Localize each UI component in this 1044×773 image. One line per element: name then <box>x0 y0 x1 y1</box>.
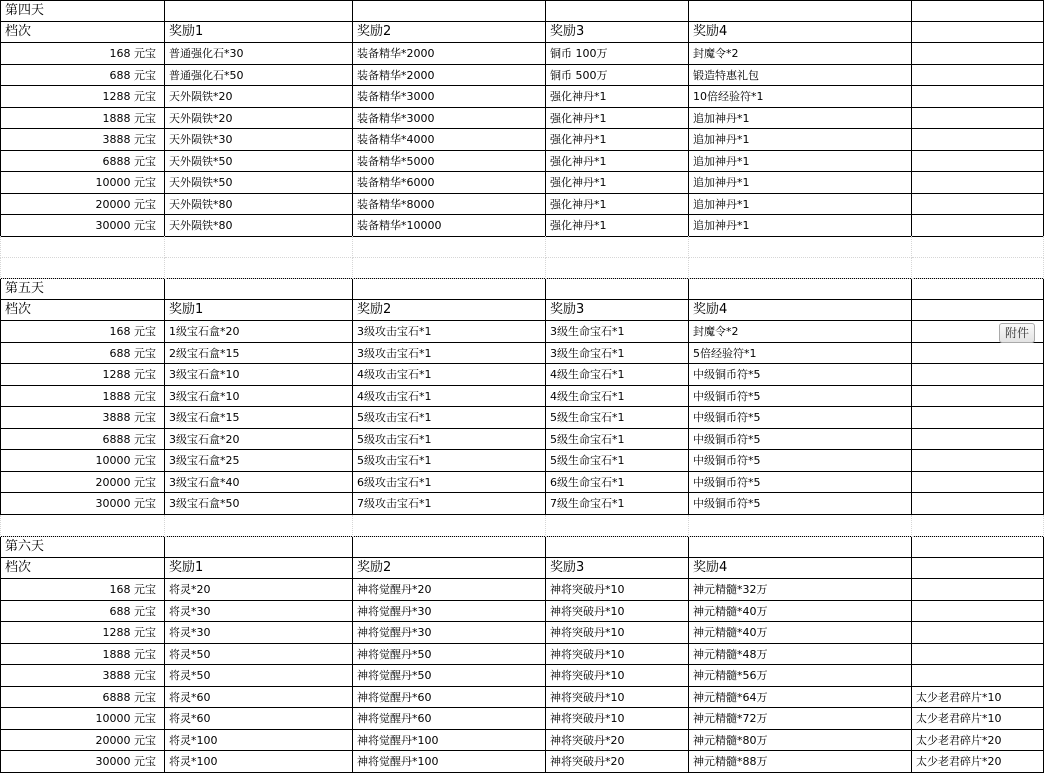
reward-cell[interactable]: 神将觉醒丹*50 <box>353 665 546 687</box>
grid-cell[interactable] <box>689 278 912 300</box>
reward-cell[interactable]: 天外陨铁*80 <box>165 215 353 237</box>
reward-cell[interactable]: 4级生命宝石*1 <box>546 364 689 386</box>
reward-cell[interactable]: 普通强化石*30 <box>165 43 353 65</box>
reward-cell[interactable]: 7级攻击宝石*1 <box>353 493 546 515</box>
reward-cell[interactable] <box>912 129 1044 151</box>
reward-cell[interactable]: 装备精华*4000 <box>353 129 546 151</box>
tier-cell[interactable]: 3888 元宝 <box>0 129 165 151</box>
tier-cell[interactable]: 1888 元宝 <box>0 386 165 408</box>
tier-cell[interactable]: 30000 元宝 <box>0 751 165 773</box>
reward-cell[interactable]: 强化神丹*1 <box>546 172 689 194</box>
tier-cell[interactable]: 168 元宝 <box>0 43 165 65</box>
reward-cell[interactable]: 5倍经验符*1 <box>689 343 912 365</box>
reward-cell[interactable] <box>912 65 1044 87</box>
reward-cell[interactable]: 神将突破丹*10 <box>546 644 689 666</box>
header-reward-3[interactable]: 奖励3 <box>546 558 689 580</box>
tier-cell[interactable]: 168 元宝 <box>0 579 165 601</box>
grid-cell[interactable] <box>165 536 353 558</box>
reward-cell[interactable]: 神元精髓*72万 <box>689 708 912 730</box>
grid-cell[interactable] <box>912 536 1044 558</box>
header-reward-1[interactable]: 奖励1 <box>165 558 353 580</box>
table-row <box>0 194 1044 216</box>
reward-cell[interactable]: 装备精华*10000 <box>353 215 546 237</box>
reward-cell[interactable]: 神元精髓*48万 <box>689 644 912 666</box>
reward-cell[interactable] <box>912 215 1044 237</box>
reward-cell[interactable]: 锻造特惠礼包 <box>689 65 912 87</box>
reward-cell[interactable]: 太少老君碎片*20 <box>912 751 1044 773</box>
tier-cell[interactable]: 1288 元宝 <box>0 622 165 644</box>
table-row <box>0 215 1044 237</box>
grid-cell[interactable] <box>165 0 353 22</box>
reward-cell[interactable]: 天外陨铁*50 <box>165 172 353 194</box>
tier-cell[interactable]: 688 元宝 <box>0 65 165 87</box>
tier-cell[interactable]: 30000 元宝 <box>0 215 165 237</box>
reward-cell[interactable] <box>912 151 1044 173</box>
empty-cell[interactable] <box>353 515 546 537</box>
reward-cell[interactable]: 追加神丹*1 <box>689 215 912 237</box>
reward-cell[interactable]: 中级铜币符*5 <box>689 493 912 515</box>
reward-cell[interactable] <box>912 579 1044 601</box>
tier-cell[interactable]: 1288 元宝 <box>0 364 165 386</box>
reward-cell[interactable]: 将灵*30 <box>165 622 353 644</box>
tier-cell[interactable]: 6888 元宝 <box>0 151 165 173</box>
header-row <box>0 22 1044 44</box>
empty-cell[interactable] <box>912 515 1044 537</box>
reward-cell[interactable]: 铜币 100万 <box>546 43 689 65</box>
header-reward-3[interactable]: 奖励3 <box>546 22 689 44</box>
reward-cell[interactable]: 神将突破丹*10 <box>546 665 689 687</box>
reward-cell[interactable]: 5级生命宝石*1 <box>546 450 689 472</box>
reward-cell[interactable]: 3级宝石盒*15 <box>165 407 353 429</box>
reward-cell[interactable] <box>912 194 1044 216</box>
reward-cell[interactable]: 天外陨铁*50 <box>165 151 353 173</box>
header-tier[interactable]: 档次 <box>0 300 165 322</box>
reward-cell[interactable]: 3级宝石盒*10 <box>165 386 353 408</box>
tier-cell[interactable]: 1888 元宝 <box>0 108 165 130</box>
header-tier[interactable]: 档次 <box>0 22 165 44</box>
section-title-row <box>0 0 1044 22</box>
empty-row <box>0 236 1044 258</box>
reward-cell[interactable] <box>912 43 1044 65</box>
reward-cell[interactable]: 4级攻击宝石*1 <box>353 364 546 386</box>
reward-cell[interactable] <box>912 343 1044 365</box>
table-row <box>0 472 1044 494</box>
reward-cell[interactable] <box>912 450 1044 472</box>
table-row <box>0 364 1044 386</box>
reward-cell[interactable]: 强化神丹*1 <box>546 194 689 216</box>
reward-cell[interactable]: 将灵*100 <box>165 730 353 752</box>
reward-cell[interactable] <box>912 364 1044 386</box>
reward-cell[interactable]: 5级攻击宝石*1 <box>353 407 546 429</box>
tier-cell[interactable]: 30000 元宝 <box>0 493 165 515</box>
header-reward-4[interactable]: 奖励4 <box>689 22 912 44</box>
table-row <box>0 601 1044 623</box>
table-row <box>0 730 1044 752</box>
reward-cell[interactable]: 神将突破丹*20 <box>546 730 689 752</box>
reward-cell[interactable]: 中级铜币符*5 <box>689 450 912 472</box>
reward-cell[interactable]: 中级铜币符*5 <box>689 407 912 429</box>
empty-cell[interactable] <box>912 257 1044 279</box>
section-title-row <box>0 278 1044 300</box>
table-row <box>0 493 1044 515</box>
header-row <box>0 558 1044 580</box>
empty-cell[interactable] <box>165 257 353 279</box>
reward-cell[interactable]: 3级宝石盒*25 <box>165 450 353 472</box>
empty-cell[interactable] <box>165 236 353 258</box>
reward-cell[interactable]: 神元精髓*64万 <box>689 687 912 709</box>
reward-cell[interactable] <box>912 86 1044 108</box>
reward-cell[interactable]: 铜币 500万 <box>546 65 689 87</box>
empty-row <box>0 257 1044 279</box>
reward-cell[interactable]: 5级攻击宝石*1 <box>353 429 546 451</box>
section-title[interactable]: 第五天 <box>0 278 165 300</box>
reward-cell[interactable]: 中级铜币符*5 <box>689 472 912 494</box>
reward-cell[interactable]: 装备精华*8000 <box>353 194 546 216</box>
reward-cell[interactable] <box>912 601 1044 623</box>
reward-cell[interactable]: 神将突破丹*10 <box>546 687 689 709</box>
reward-cell[interactable]: 将灵*30 <box>165 601 353 623</box>
reward-cell[interactable]: 5级生命宝石*1 <box>546 407 689 429</box>
reward-cell[interactable]: 普通强化石*50 <box>165 65 353 87</box>
empty-cell[interactable] <box>689 236 912 258</box>
reward-cell[interactable]: 装备精华*2000 <box>353 43 546 65</box>
grid-cell[interactable] <box>353 0 546 22</box>
header-reward-4[interactable]: 奖励4 <box>689 558 912 580</box>
tier-cell[interactable]: 10000 元宝 <box>0 172 165 194</box>
tier-cell[interactable]: 6888 元宝 <box>0 429 165 451</box>
reward-cell[interactable]: 将灵*50 <box>165 665 353 687</box>
reward-cell[interactable] <box>912 622 1044 644</box>
tier-cell[interactable]: 1888 元宝 <box>0 644 165 666</box>
header-reward-5[interactable] <box>912 22 1044 44</box>
reward-cell[interactable]: 太少老君碎片*10 <box>912 708 1044 730</box>
header-reward-3[interactable]: 奖励3 <box>546 300 689 322</box>
tier-cell[interactable]: 3888 元宝 <box>0 665 165 687</box>
table-row <box>0 751 1044 773</box>
reward-cell[interactable]: 天外陨铁*20 <box>165 108 353 130</box>
header-reward-1[interactable]: 奖励1 <box>165 22 353 44</box>
reward-cell[interactable]: 神元精髓*40万 <box>689 622 912 644</box>
tier-cell[interactable]: 10000 元宝 <box>0 708 165 730</box>
tier-cell[interactable]: 688 元宝 <box>0 343 165 365</box>
header-reward-5[interactable] <box>912 300 1044 322</box>
reward-cell[interactable]: 将灵*100 <box>165 751 353 773</box>
reward-cell[interactable]: 将灵*50 <box>165 644 353 666</box>
tier-cell[interactable]: 20000 元宝 <box>0 730 165 752</box>
reward-cell[interactable]: 3级生命宝石*1 <box>546 321 689 343</box>
reward-cell[interactable] <box>912 493 1044 515</box>
reward-cell[interactable]: 太少老君碎片*20 <box>912 730 1044 752</box>
reward-cell[interactable]: 封魔令*2 <box>689 43 912 65</box>
reward-cell[interactable]: 装备精华*2000 <box>353 65 546 87</box>
reward-cell[interactable]: 4级攻击宝石*1 <box>353 386 546 408</box>
section-title[interactable]: 第六天 <box>0 536 165 558</box>
reward-cell[interactable]: 追加神丹*1 <box>689 194 912 216</box>
empty-cell[interactable] <box>546 257 689 279</box>
table-row <box>0 172 1044 194</box>
table-row <box>0 407 1044 429</box>
tier-cell[interactable]: 3888 元宝 <box>0 407 165 429</box>
reward-cell[interactable]: 神将突破丹*10 <box>546 601 689 623</box>
reward-cell[interactable] <box>912 429 1044 451</box>
section-title[interactable]: 第四天 <box>0 0 165 22</box>
reward-cell[interactable]: 神将突破丹*10 <box>546 708 689 730</box>
tier-cell[interactable]: 168 元宝 <box>0 321 165 343</box>
table-row <box>0 429 1044 451</box>
table-row <box>0 450 1044 472</box>
grid-cell[interactable] <box>689 0 912 22</box>
table-row <box>0 644 1044 666</box>
tier-cell[interactable]: 1288 元宝 <box>0 86 165 108</box>
table-row <box>0 665 1044 687</box>
reward-cell[interactable]: 神将突破丹*20 <box>546 751 689 773</box>
tier-cell[interactable]: 10000 元宝 <box>0 450 165 472</box>
reward-cell[interactable]: 神将觉醒丹*60 <box>353 687 546 709</box>
header-tier[interactable]: 档次 <box>0 558 165 580</box>
reward-cell[interactable]: 3级攻击宝石*1 <box>353 321 546 343</box>
reward-cell[interactable]: 将灵*20 <box>165 579 353 601</box>
empty-cell[interactable] <box>546 236 689 258</box>
reward-cell[interactable]: 神将觉醒丹*50 <box>353 644 546 666</box>
reward-cell[interactable]: 神将觉醒丹*60 <box>353 708 546 730</box>
reward-cell[interactable]: 神将觉醒丹*30 <box>353 622 546 644</box>
reward-cell[interactable] <box>912 665 1044 687</box>
attachment-button[interactable]: 附件 <box>999 323 1035 343</box>
table-row <box>0 151 1044 173</box>
reward-cell[interactable]: 3级宝石盒*10 <box>165 364 353 386</box>
reward-cell[interactable] <box>912 386 1044 408</box>
table-row <box>0 65 1044 87</box>
grid-cell[interactable] <box>689 536 912 558</box>
reward-cell[interactable]: 神元精髓*40万 <box>689 601 912 623</box>
header-reward-4[interactable]: 奖励4 <box>689 300 912 322</box>
reward-cell[interactable]: 神元精髓*80万 <box>689 730 912 752</box>
reward-cell[interactable] <box>912 644 1044 666</box>
header-reward-2[interactable]: 奖励2 <box>353 558 546 580</box>
table-row <box>0 321 1044 343</box>
table-row <box>0 108 1044 130</box>
reward-cell[interactable] <box>912 172 1044 194</box>
reward-cell[interactable]: 2级宝石盒*15 <box>165 343 353 365</box>
reward-cell[interactable]: 装备精华*3000 <box>353 108 546 130</box>
reward-cell[interactable]: 6级攻击宝石*1 <box>353 472 546 494</box>
reward-cell[interactable]: 强化神丹*1 <box>546 215 689 237</box>
header-reward-2[interactable]: 奖励2 <box>353 300 546 322</box>
reward-cell[interactable]: 3级宝石盒*50 <box>165 493 353 515</box>
reward-cell[interactable]: 中级铜币符*5 <box>689 386 912 408</box>
reward-cell[interactable]: 强化神丹*1 <box>546 108 689 130</box>
grid-cell[interactable] <box>546 0 689 22</box>
reward-cell[interactable]: 天外陨铁*20 <box>165 86 353 108</box>
tier-cell[interactable]: 20000 元宝 <box>0 472 165 494</box>
table-row <box>0 386 1044 408</box>
header-reward-1[interactable]: 奖励1 <box>165 300 353 322</box>
grid-cell[interactable] <box>546 536 689 558</box>
grid-cell[interactable] <box>165 278 353 300</box>
reward-cell[interactable]: 将灵*60 <box>165 708 353 730</box>
table-row <box>0 129 1044 151</box>
reward-cell[interactable]: 装备精华*5000 <box>353 151 546 173</box>
reward-cell[interactable]: 5级攻击宝石*1 <box>353 450 546 472</box>
reward-cell[interactable]: 追加神丹*1 <box>689 108 912 130</box>
reward-cell[interactable]: 封魔令*2 <box>689 321 912 343</box>
empty-row <box>0 515 1044 537</box>
reward-cell[interactable]: 太少老君碎片*10 <box>912 687 1044 709</box>
reward-cell[interactable]: 神将觉醒丹*30 <box>353 601 546 623</box>
grid-cell[interactable] <box>912 0 1044 22</box>
reward-cell[interactable]: 神将突破丹*10 <box>546 579 689 601</box>
reward-cell[interactable] <box>912 407 1044 429</box>
reward-cell[interactable] <box>912 108 1044 130</box>
section-title-row <box>0 536 1044 558</box>
table-row <box>0 708 1044 730</box>
table-row <box>0 687 1044 709</box>
empty-cell[interactable] <box>0 257 165 279</box>
table-row <box>0 86 1044 108</box>
grid-cell[interactable] <box>353 536 546 558</box>
empty-cell[interactable] <box>546 515 689 537</box>
reward-cell[interactable]: 6级生命宝石*1 <box>546 472 689 494</box>
reward-cell[interactable]: 1级宝石盒*20 <box>165 321 353 343</box>
grid-cell[interactable] <box>912 278 1044 300</box>
header-reward-2[interactable]: 奖励2 <box>353 22 546 44</box>
empty-cell[interactable] <box>689 257 912 279</box>
empty-cell[interactable] <box>353 257 546 279</box>
table-row <box>0 43 1044 65</box>
reward-cell[interactable]: 追加神丹*1 <box>689 129 912 151</box>
reward-cell[interactable]: 追加神丹*1 <box>689 151 912 173</box>
reward-cell[interactable]: 5级生命宝石*1 <box>546 429 689 451</box>
reward-cell[interactable]: 4级生命宝石*1 <box>546 386 689 408</box>
reward-cell[interactable]: 追加神丹*1 <box>689 172 912 194</box>
reward-cell[interactable]: 强化神丹*1 <box>546 86 689 108</box>
reward-cell[interactable]: 强化神丹*1 <box>546 129 689 151</box>
reward-cell[interactable]: 神将觉醒丹*100 <box>353 730 546 752</box>
reward-cell[interactable]: 神将突破丹*10 <box>546 622 689 644</box>
reward-cell[interactable]: 神元精髓*56万 <box>689 665 912 687</box>
tier-cell[interactable]: 20000 元宝 <box>0 194 165 216</box>
empty-cell[interactable] <box>165 515 353 537</box>
empty-cell[interactable] <box>912 236 1044 258</box>
empty-cell[interactable] <box>0 236 165 258</box>
reward-cell[interactable]: 天外陨铁*30 <box>165 129 353 151</box>
reward-cell[interactable]: 3级生命宝石*1 <box>546 343 689 365</box>
reward-cell[interactable]: 将灵*60 <box>165 687 353 709</box>
empty-cell[interactable] <box>689 515 912 537</box>
grid-cell[interactable] <box>353 278 546 300</box>
reward-cell[interactable]: 强化神丹*1 <box>546 151 689 173</box>
table-row <box>0 622 1044 644</box>
reward-cell[interactable]: 神元精髓*32万 <box>689 579 912 601</box>
reward-cell[interactable] <box>912 472 1044 494</box>
reward-cell[interactable]: 装备精华*3000 <box>353 86 546 108</box>
reward-cell[interactable]: 装备精华*6000 <box>353 172 546 194</box>
reward-cell[interactable]: 3级宝石盒*40 <box>165 472 353 494</box>
reward-cell[interactable]: 神将觉醒丹*100 <box>353 751 546 773</box>
reward-cell[interactable]: 神元精髓*88万 <box>689 751 912 773</box>
reward-cell[interactable]: 7级生命宝石*1 <box>546 493 689 515</box>
tier-cell[interactable]: 6888 元宝 <box>0 687 165 709</box>
header-reward-5[interactable] <box>912 558 1044 580</box>
table-row <box>0 579 1044 601</box>
reward-cell[interactable]: 神将觉醒丹*20 <box>353 579 546 601</box>
reward-cell[interactable]: 中级铜币符*5 <box>689 429 912 451</box>
reward-cell[interactable]: 3级宝石盒*20 <box>165 429 353 451</box>
reward-cell[interactable]: 3级攻击宝石*1 <box>353 343 546 365</box>
empty-cell[interactable] <box>353 236 546 258</box>
reward-cell[interactable]: 10倍经验符*1 <box>689 86 912 108</box>
header-row <box>0 300 1044 322</box>
tier-cell[interactable]: 688 元宝 <box>0 601 165 623</box>
empty-cell[interactable] <box>0 515 165 537</box>
reward-cell[interactable]: 中级铜币符*5 <box>689 364 912 386</box>
table-row <box>0 343 1044 365</box>
reward-cell[interactable]: 天外陨铁*80 <box>165 194 353 216</box>
grid-cell[interactable] <box>546 278 689 300</box>
